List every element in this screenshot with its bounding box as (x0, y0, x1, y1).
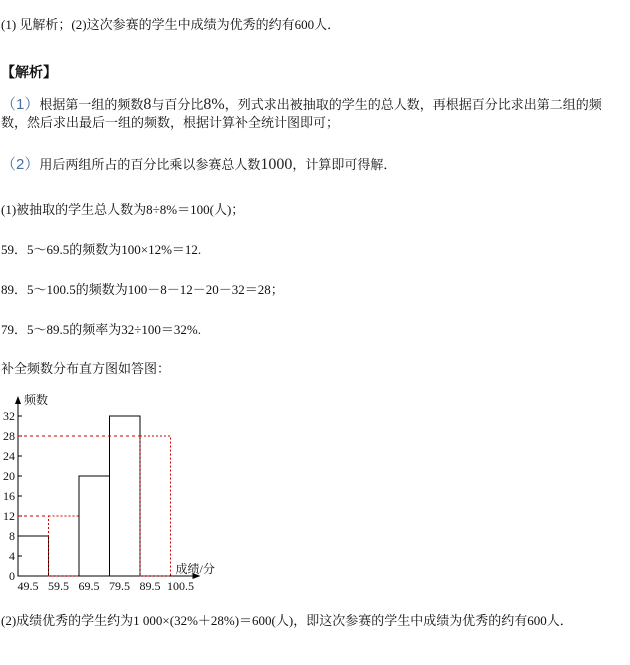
step-1-number-a: 8 (143, 96, 152, 113)
y-tick-label: 20 (3, 469, 15, 483)
step-2-text-b: ，计算即可得解． (292, 157, 397, 172)
step-2-marker-open: （ (1, 156, 17, 173)
x-tick-label: 100.5 (167, 579, 194, 593)
step-2-marker-number: 2 (16, 156, 25, 173)
y-tick-label: 16 (3, 489, 15, 503)
answer-line: (1) 见解析；(2)这次参赛的学生中成绩为优秀的约有600人． (1, 17, 341, 32)
histogram-intro: 补全频数分布直方图如答图： (1, 361, 171, 376)
step-1-number-b: 8% (203, 96, 225, 113)
histogram-bar-added (140, 436, 171, 576)
calc-line-group2: 59．5～69.5的频数为100×12%＝12. (1, 242, 202, 257)
histogram-bar-added (49, 516, 80, 576)
step-1-paragraph (1, 96, 625, 132)
y-tick-label: 28 (3, 429, 15, 443)
x-axis-label: 成绩/分 (175, 562, 215, 576)
frequency-histogram (0, 388, 300, 598)
y-tick-label: 32 (3, 409, 15, 423)
x-tick-label: 49.5 (17, 579, 39, 593)
step-2-marker-close: ） (24, 156, 40, 173)
step-1-marker-number: 1 (16, 96, 25, 113)
x-tick-label: 59.5 (48, 579, 69, 593)
calc-line-group5: 89．5～100.5的频数为100－8－12－20－32＝28； (1, 282, 284, 297)
x-tick-label: 89.5 (139, 579, 161, 593)
calc-line-total: (1)被抽取的学生总人数为8÷8%＝100(人)； (1, 202, 245, 217)
conclusion-paragraph: (2)成绩优秀的学生约为1 000×(32%＋28%)＝600(人)，即这次参赛的学生中成绩为优秀的约有600人． (1, 613, 573, 628)
step-2-paragraph (1, 156, 625, 174)
x-tick-label: 69.5 (78, 579, 100, 593)
y-axis-arrow-icon (15, 396, 21, 404)
y-tick-label: 12 (3, 509, 15, 523)
histogram-bar (18, 536, 49, 576)
x-tick-label: 79.5 (109, 579, 130, 593)
histogram-bar (110, 416, 141, 576)
step-1-marker-open: （ (1, 96, 17, 113)
step-1-text-b: 与百分比 (151, 97, 204, 112)
step-1-text-a: 根据第一组的频数 (39, 97, 144, 112)
step-2-number-a: 1000 (260, 156, 293, 173)
y-tick-label: 24 (3, 449, 15, 463)
step-1-marker-close: ） (24, 96, 40, 113)
step-1-text-c: ，列式求出被抽取的学生的总人数，再根据百分比求出第二组的频数，然后求出最后一组的频数，根据计算补全统计图即可； (1, 97, 602, 130)
y-axis-label: 频数 (24, 393, 49, 407)
step-2-text-a: 用后两组所占的百分比乘以参赛总人数 (39, 157, 261, 172)
y-tick-label: 4 (9, 549, 15, 563)
y-tick-label: 0 (9, 569, 15, 583)
y-tick-label: 8 (9, 529, 15, 543)
calc-line-frequency: 79．5～89.5的频率为32÷100＝32%. (1, 322, 201, 337)
section-heading: 【解析】 (1, 66, 57, 81)
histogram-bar (79, 476, 110, 576)
